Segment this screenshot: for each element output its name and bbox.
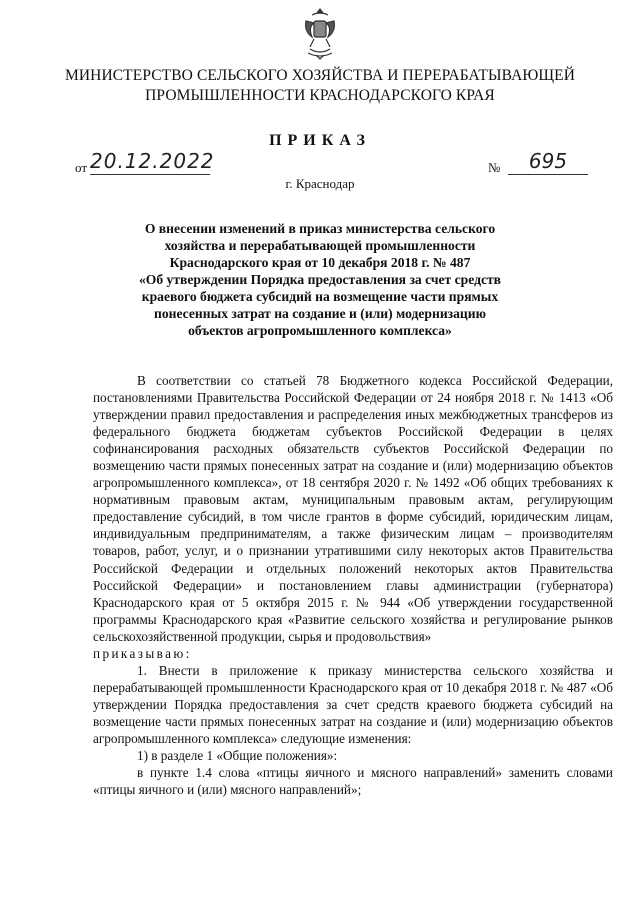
ministry-name [40, 66, 600, 106]
order-word: приказываю: [93, 645, 192, 661]
ministry-line-2: ПРОМЫШЛЕННОСТИ КРАСНОДАРСКОГО КРАЯ [145, 87, 495, 104]
ministry-line-1: МИНИСТЕРСТВО СЕЛЬСКОГО ХОЗЯЙСТВА И ПЕРЕРАБАТЫВАЮЩЕЙ [64, 67, 575, 84]
number-value: 695 [508, 148, 588, 175]
heading-line: хозяйства и перерабатывающей промышленности [164, 238, 476, 253]
paragraph: 1. Внести в приложение к приказу министерства сельского хозяйства и перерабатывающей промышленности Краснодарского края от 10 декабря 2018 г. № 487 «Об утверждении Порядка предоставления за счет средств краевого бюджета субсидий на возмещение части прямых понесенных затрат на создание и (или) модернизацию объектов агропромышленного комплекса» следующие изменения: [93, 662, 613, 746]
document-heading [118, 220, 522, 339]
order-title: ПРИКАЗ [269, 132, 371, 149]
heading-line: Краснодарского края от 10 декабря 2018 г. № 487 [169, 255, 471, 270]
coat-of-arms-icon [300, 5, 340, 60]
heading-line: краевого бюджета субсидий на возмещение части прямых [141, 289, 499, 304]
paragraph: в пункте 1.4 слова «птицы яичного и мясного направлений» заменить словами «птицы яичного и (или) мясного направлений»; [93, 765, 613, 798]
city: г. Краснодар [285, 176, 355, 191]
heading-line: «Об утверждении Порядка предоставления за счет средств [138, 272, 502, 287]
date-label: от [75, 160, 88, 175]
number-label: № [488, 160, 501, 175]
heading-line: О внесении изменений в приказ министерства сельского [144, 221, 496, 236]
heading-line: понесенных затрат на создание и (или) модернизацию [154, 306, 486, 321]
heading-line: объектов агропромышленного комплекса» [188, 323, 452, 338]
paragraph: 1) в разделе 1 «Общие положения»: [137, 748, 338, 764]
date-value: 20.12.2022 [90, 149, 215, 173]
paragraph: В соответствии со статьей 78 Бюджетного кодекса Российской Федерации, постановлениями Правительства Российской Федерации от 24 ноября 2018 г. № 1413 «Об утверждении правил предоставления и распределения иных межбюджетных трансферов из федерального бюджета бюджетам субъектов Российской Федерации в целях софинансирования расходных обязательств субъектов Российской Федерации по возмещению части прямых понесенных затрат на создание и (или) модернизацию объектов агропромышленного комплекса», от 18 сентября 2020 г. № 1492 «Об общих требованиях к нормативным правовым актам, муниципальным правовым актам, регулирующим предоставление субсидий, в том числе грантов в форме субсидий, юридическим лицам, индивидуальным предпринимателям, а также физическим лицам – производителям товаров, работ, услуг, и о признании утратившими силу некоторых актов Правительства Российской Федерации и отдельных положений некоторых актов Правительства Российской Федерации» и постановлением главы администрации (губернатора) Краснодарского края от 5 октября 2015 г. № 944 «Об утверждении государственной программы Краснодарского края «Развитие сельского хозяйства и регулирование рынков сельскохозяйственной продукции, сырья и продовольствия» [93, 373, 613, 644]
document-body [93, 372, 613, 798]
